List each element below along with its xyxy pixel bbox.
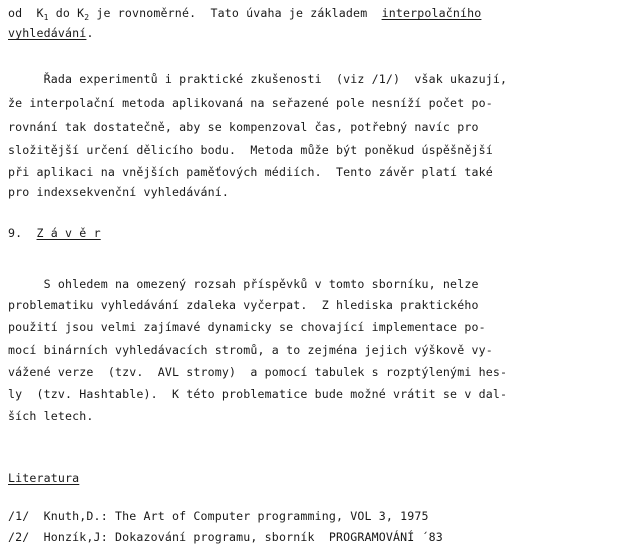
para2-line: S ohledem na omezený rozsah příspěvků v tomto sborníku, nelze bbox=[8, 277, 479, 291]
para2-line: použití jsou velmi zajímavé dynamicky se chovající implementace po- bbox=[8, 320, 486, 334]
subscript-1: 1 bbox=[43, 13, 49, 22]
para1-line: Řada experimentů i praktické zkušenosti (viz /1/) však ukazují, bbox=[8, 72, 508, 86]
underlined-term: vyhledávání bbox=[8, 26, 87, 40]
intro-line-1 bbox=[8, 6, 481, 25]
intro-text: je rovnoměrné. Tato úvaha je základem bbox=[89, 6, 382, 20]
intro-line-2 bbox=[8, 26, 94, 40]
para2-line: mocí binárních vyhledávacích stromů, a to zejména jejich výškově vy- bbox=[8, 343, 493, 357]
para2-line: ly (tzv. Hashtable). K této problematice bude možné vrátit se v dal- bbox=[8, 387, 508, 401]
subscript-2: 2 bbox=[84, 13, 90, 22]
para2-line: problematiku vyhledávání zdaleka vyčerpat. Z hlediska praktického bbox=[8, 298, 479, 312]
intro-text: od K bbox=[8, 6, 44, 20]
underlined-term: interpolačního bbox=[381, 6, 482, 20]
references-heading bbox=[8, 471, 79, 485]
para2-line: vážené verze (tzv. AVL stromy) a pomocí tabulek s rozptýlenými hes- bbox=[8, 365, 508, 379]
references-title: Literatura bbox=[8, 471, 80, 485]
section-title: Z á v ě r bbox=[36, 226, 101, 240]
para1-line: že interpolační metoda aplikovaná na seřazené pole nesníží počet po- bbox=[8, 96, 493, 110]
section-heading bbox=[8, 226, 101, 240]
para2-line: ších letech. bbox=[8, 409, 94, 423]
intro-text: . bbox=[86, 26, 94, 40]
para1-line: rovnání tak dostatečně, aby se kompenzoval čas, potřebný navíc pro bbox=[8, 120, 479, 134]
intro-text: do K bbox=[48, 6, 85, 20]
section-number: 9. bbox=[8, 226, 37, 240]
para1-line: při aplikaci na vnějších paměťových médiích. Tento závěr platí také bbox=[8, 165, 493, 179]
para1-line: pro indexsekvenční vyhledávání. bbox=[8, 185, 230, 199]
reference-item: /2/ Honzík,J: Dokazování programu, sborník PROGRAMOVÁNÍ ´83 bbox=[8, 530, 443, 544]
reference-item: /1/ Knuth,D.: The Art of Computer programming, VOL 3, 1975 bbox=[8, 509, 429, 523]
para1-line: složitější určení dělicího bodu. Metoda může být poněkud úspěšnější bbox=[8, 143, 493, 157]
